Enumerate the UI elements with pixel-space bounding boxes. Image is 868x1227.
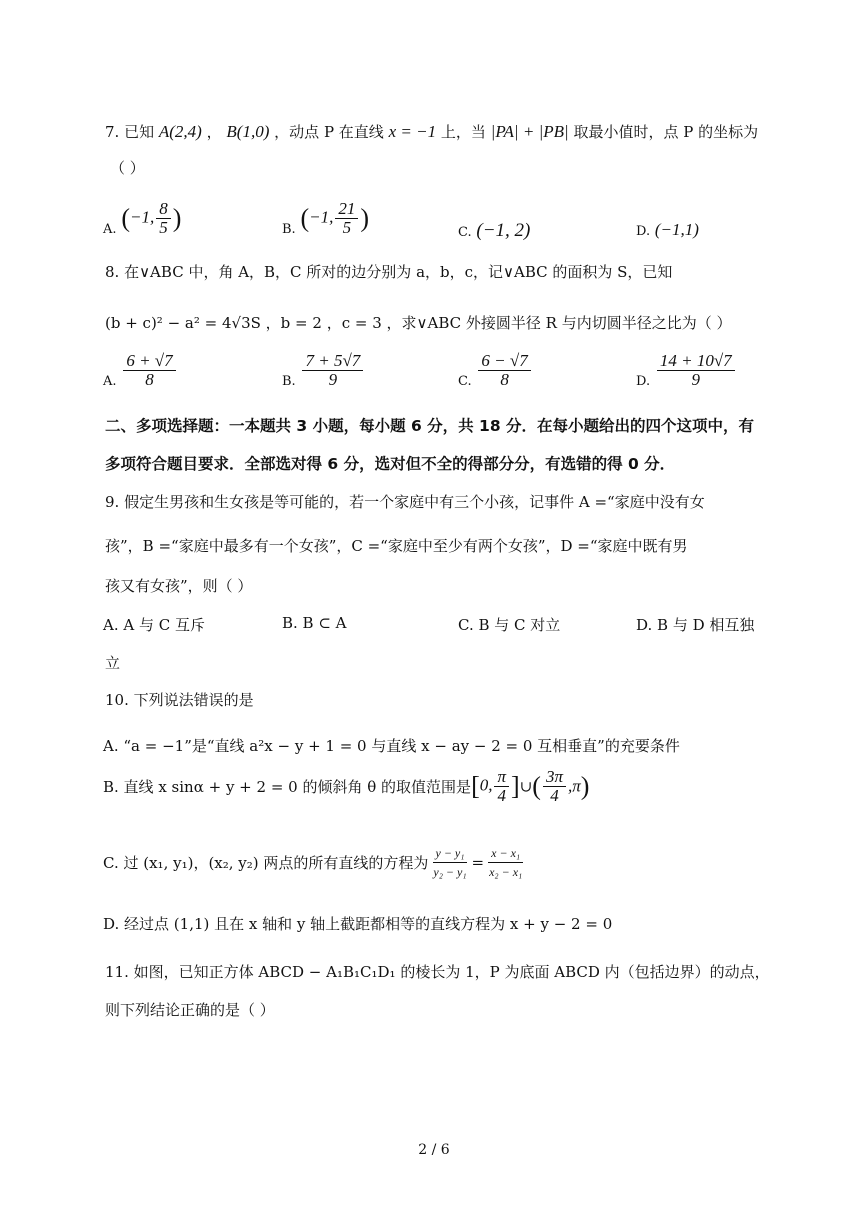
q10-option-b-union: ∪: [519, 777, 533, 796]
q7-option-a-den: 5: [159, 218, 168, 237]
q10-option-b-int1-num: π: [494, 768, 509, 787]
q10-option-b-int1-frac: [494, 768, 509, 805]
q10-option-c-rnum: x − x₁: [488, 844, 523, 863]
q7-option-a: [103, 200, 181, 237]
q7-option-a-label: A.: [103, 222, 117, 237]
q7-option-b-num: 21: [335, 200, 358, 219]
q7-end-text: 取最小值时，点 P 的坐标为: [573, 123, 759, 141]
q8-option-d-num: 14 + 10√7: [657, 352, 735, 371]
q8-option-d-label: D.: [636, 374, 651, 389]
q7-point-a: A(2,4): [158, 122, 202, 141]
q9-stem-line2: 孩”，B =“家庭中最多有一个女孩”，C =“家庭中至少有两个女孩”，D =“家庭中既有男: [105, 537, 688, 555]
q8-stem-line2: (b + c)² − a² = 4√3S ，b = 2 ，c = 3 ，求∨ABC 外接圆半径 R 与内切圆半径之比为（ ）: [105, 314, 732, 332]
q7-mid-text: ，动点 P 在直线: [274, 123, 384, 141]
q8-stem-line1: 8. 在∨ABC 中，角 A，B，C 所对的边分别为 a，b，c，记∨ABC 的面积为 S，已知: [105, 263, 673, 281]
q8-option-b-num: 7 + 5√7: [302, 352, 363, 371]
q10-option-b-int2-frac: [543, 768, 566, 805]
q7-option-a-x: −1,: [129, 207, 155, 227]
q10-option-c-lfrac: [430, 844, 469, 881]
q8-option-d: [636, 352, 737, 389]
q10-option-a: A. “a = −1”是“直线 a²x − y + 1 = 0 与直线 x − ay − 2 = 0 互相垂直”的充要条件: [103, 737, 680, 755]
q10-option-b-int2-den: 4: [550, 786, 559, 805]
q7-stem: [105, 122, 758, 142]
q8-option-c-label: C.: [458, 374, 472, 389]
q10-option-b-rbracket1: ]: [511, 771, 520, 801]
q8-option-d-frac: [657, 352, 735, 389]
q7-option-b: [282, 200, 369, 237]
q7-option-b-lparen: (: [300, 203, 310, 233]
section2-heading-line2: 多项符合题目要求．全部选对得 6 分，选对但不全的得部分分，有选错的得 0 分．: [105, 455, 676, 473]
q10-option-c-rfrac: [486, 844, 525, 881]
q10-option-b-lbracket: [: [471, 771, 480, 801]
q10-option-c: [103, 844, 527, 881]
q8-option-a-label: A.: [103, 374, 117, 389]
q7-option-b-frac: [335, 200, 358, 237]
q7-answer-paren: （ ）: [110, 159, 145, 177]
q8-option-c-num: 6 − √7: [478, 352, 530, 371]
q10-option-c-eq: =: [471, 853, 485, 872]
q9-option-d: D. B 与 D 相互独: [636, 616, 755, 634]
q8-option-c: [458, 352, 533, 389]
q8-option-a-num: 6 + √7: [123, 352, 175, 371]
q7-option-d-value: (−1,1): [654, 220, 699, 239]
q7-option-b-label: B.: [282, 222, 296, 237]
q7-expr: |PA| + |PB|: [490, 122, 569, 141]
q7-option-a-rparen: ): [172, 203, 182, 233]
q7-point-b: B(1,0): [226, 122, 270, 141]
q7-option-c: [458, 220, 530, 242]
q7-mid2-text: 上，当: [440, 123, 486, 141]
q10-option-d: D. 经过点 (1,1) 且在 x 轴和 y 轴上截距都相等的直线方程为 x + y − 2 = 0: [103, 915, 613, 933]
q7-option-c-label: C.: [458, 225, 472, 240]
q9-option-b: B. B ⊂ A: [282, 614, 347, 632]
q10-option-c-lnum: y − y₁: [433, 844, 468, 863]
q11-stem-line1: 11. 如图，已知正方体 ABCD − A₁B₁C₁D₁ 的棱长为 1，P 为底面 ABCD 内（包括边界）的动点，: [105, 963, 770, 981]
q10-option-c-rden: x₂ − x₁: [489, 865, 523, 879]
q8-option-b-den: 9: [328, 370, 338, 389]
q8-option-a-frac: [123, 352, 175, 389]
q10-option-b-int1-start: 0,: [479, 775, 493, 795]
q10-option-b-int2-num: 3π: [543, 768, 566, 787]
q7-sep: ，: [206, 123, 222, 141]
q8-option-b-frac: [302, 352, 363, 389]
q10-option-c-lden: y₂ − y₁: [433, 865, 467, 879]
q7-option-d-label: D.: [636, 224, 651, 239]
q8-option-a: [103, 352, 178, 389]
q10-option-b-int2-end: ,π: [567, 776, 581, 796]
q7-line-eq: x = −1: [388, 122, 437, 141]
q9-stem-line1: 9. 假定生男孩和生女孩是等可能的，若一个家庭中有三个小孩，记事件 A =“家庭中没有女: [105, 493, 705, 511]
q10-option-b-text: B. 直线 x sinα + y + 2 = 0 的倾斜角 θ 的取值范围是: [103, 778, 472, 796]
q7-stem-text: 7. 已知: [105, 123, 155, 141]
q7-option-a-lparen: (: [121, 203, 130, 233]
q8-option-b-label: B.: [282, 374, 296, 389]
q10-option-b-int1-den: 4: [497, 786, 506, 805]
q8-option-b: [282, 352, 365, 389]
q10-stem: 10. 下列说法错误的是: [105, 691, 254, 709]
q7-option-c-value: (−1, 2): [476, 220, 531, 241]
q11-stem-line2: 则下列结论正确的是（ ）: [105, 1001, 275, 1019]
q10-option-b: [103, 768, 589, 805]
q9-stem-line3: 孩又有女孩”，则（ ）: [105, 577, 253, 595]
q9-option-c: C. B 与 C 对立: [458, 616, 561, 634]
q7-option-b-den: 5: [342, 218, 352, 237]
q9-option-a: A. A 与 C 互斥: [103, 616, 205, 634]
q8-option-c-frac: [478, 352, 530, 389]
q10-option-b-rparen2: ): [580, 771, 590, 801]
q8-option-a-den: 8: [145, 370, 154, 389]
section2-heading-line1: 二、多项选择题：一本题共 3 小题，每小题 6 分，共 18 分．在每小题给出的四个这项中，有: [105, 417, 755, 435]
q10-option-b-lparen2: (: [532, 771, 541, 801]
q7-option-b-x: −1,: [309, 207, 334, 227]
q9-option-d-continued: 立: [105, 654, 121, 672]
q8-option-c-den: 8: [500, 370, 509, 389]
q7-option-a-num: 8: [156, 200, 171, 219]
q8-option-d-den: 9: [691, 370, 701, 389]
q7-option-a-frac: [156, 200, 171, 237]
q10-option-c-text: C. 过 (x₁, y₁)，(x₂, y₂) 两点的所有直线的方程为: [103, 854, 429, 872]
q7-option-b-rparen: ): [360, 203, 370, 233]
q7-option-d: [636, 220, 699, 240]
page-number: 2 / 6: [418, 1142, 450, 1158]
